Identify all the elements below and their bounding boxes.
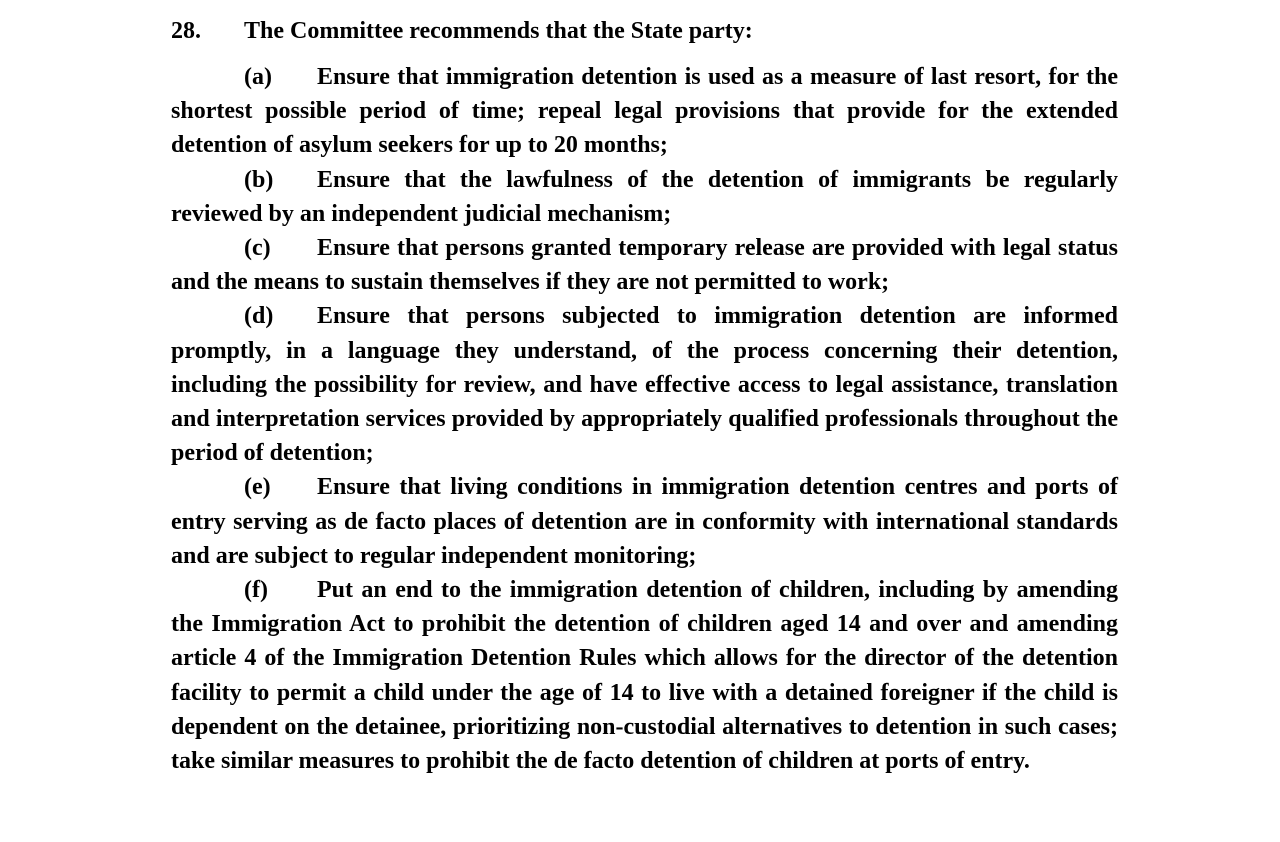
item-text: Ensure that living conditions in immigration detention centres and ports of entry serving as de facto places of detention are in conformity with international standards and are subject to regular independent monitoring; [171,474,1118,569]
recommendation-item-d [171,299,1118,470]
recommendation-item-c [171,231,1118,299]
recommendation-item-f [171,573,1118,778]
item-label: (d) [244,303,274,330]
item-text: Ensure that persons granted temporary release are provided with legal status and the means to sustain themselves if they are not permitted to work; [171,235,1118,296]
item-label: (e) [244,474,271,501]
recommendation-item-a [171,60,1118,163]
item-label: (c) [244,235,271,262]
item-text: Ensure that the lawfulness of the detention of immigrants be regularly reviewed by an independent judicial mechanism; [171,166,1118,227]
item-text: Put an end to the immigration detention of children, including by amending the Immigration Act to prohibit the detention of children aged 14 and over and amending article 4 of the Immigration Detention Rules which allows for the director of the detention facility to permit a child under the age of 14 to live with a detained foreigner if the child is dependent on the detainee, prioritizing non-custodial alternatives to detention in such cases; take similar measures to prohibit the de facto detention of children at ports of entry. [171,577,1118,775]
item-text: Ensure that immigration detention is used as a measure of last resort, for the shortest possible period of time; repeal legal provisions that provide for the extended detention of asylum seekers for up to 20 months; [171,64,1118,159]
item-text: Ensure that persons subjected to immigration detention are informed promptly, in a language they understand, of the process concerning their detention, including the possibility for review, and have effective access to legal assistance, translation and interpretation services provided by appropriately qualified professionals throughout the period of detention; [171,303,1118,467]
recommendation-item-e [171,470,1118,573]
recommendation-item-b [171,163,1118,231]
item-label: (a) [244,64,272,90]
paragraph-heading [171,16,1118,46]
paragraph-number: 28. [171,18,201,44]
paragraph-lead: The Committee recommends that the State party: [244,18,753,44]
item-label: (b) [244,166,274,193]
document-page [171,16,1118,778]
item-label: (f) [244,577,268,604]
